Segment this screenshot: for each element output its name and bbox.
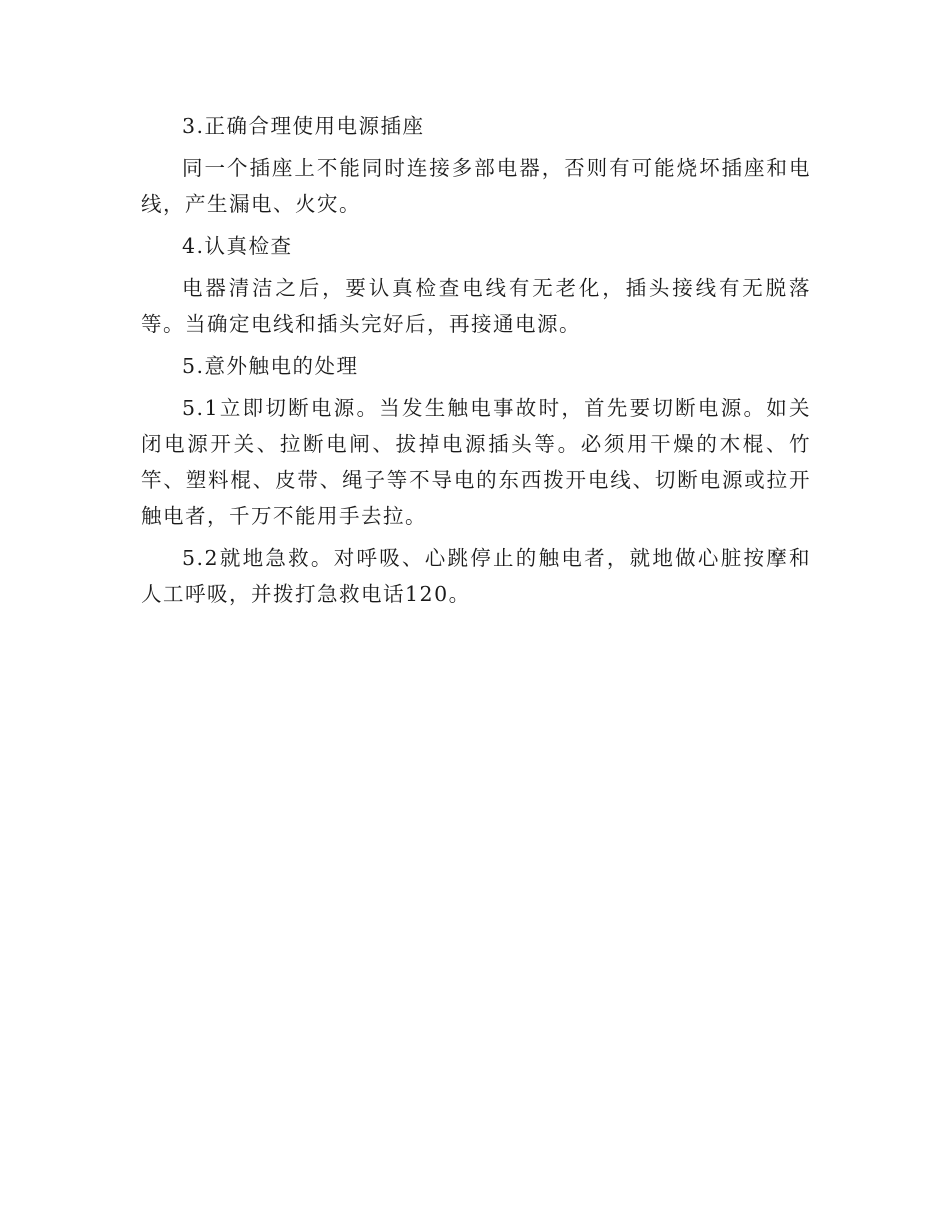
- paragraph-first-aid: 5.2就地急救。对呼吸、心跳停止的触电者，就地做心脏按摩和人工呼吸，并拨打急救电话120。: [141, 546, 811, 606]
- paragraph-cut-power: 5.1立即切断电源。当发生触电事故时，首先要切断电源。如关闭电源开关、拉断电闸、拔掉电源插头等。必须用干燥的木棍、竹竿、塑料棍、皮带、绳子等不导电的东西拨开电线、切断电源或拉开触电者，千万不能用手去拉。: [141, 396, 811, 528]
- paragraph-socket-warning: 同一个插座上不能同时连接多部电器，否则有可能烧坏插座和电线，产生漏电、火灾。: [141, 156, 811, 216]
- paragraph-inspection: 电器清洁之后，要认真检查电线有无老化，插头接线有无脱落等。当确定电线和插头完好后，再接通电源。: [141, 276, 811, 336]
- document-body: [141, 108, 811, 618]
- section-heading-socket-use: 3.正确合理使用电源插座: [182, 114, 425, 138]
- section-heading-electric-shock: 5.意外触电的处理: [182, 354, 359, 378]
- section-heading-inspection: 4.认真检查: [182, 234, 293, 258]
